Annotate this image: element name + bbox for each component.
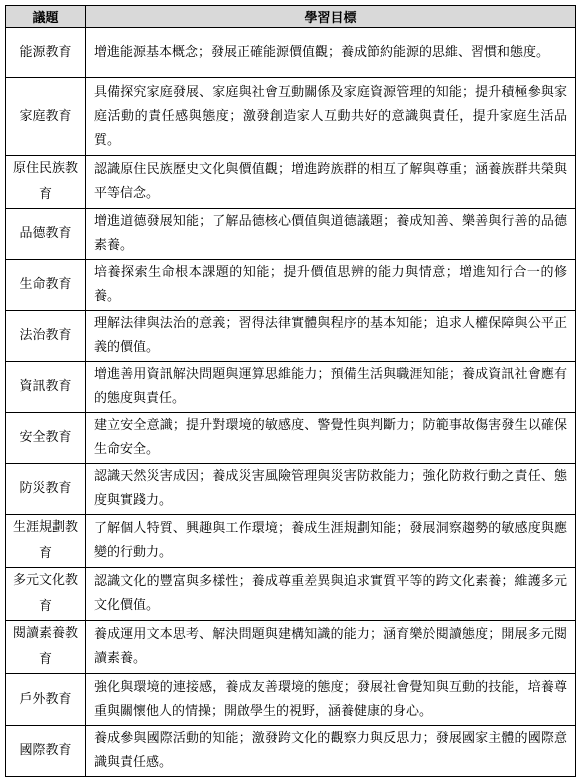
topic-cell: 能源教育 xyxy=(6,28,86,78)
table-row xyxy=(6,260,576,311)
topic-cell: 多元文化教育 xyxy=(6,568,86,621)
topic-cell: 安全教育 xyxy=(6,413,86,464)
goal-cell: 認識天然災害成因；養成災害風險管理與災害防救能力；強化防救行動之責任、態度與實踐力。 xyxy=(86,464,576,515)
goal-cell: 增進道德發展知能；了解品德核心價值與道德議題；養成知善、樂善與行善的品德素養。 xyxy=(86,209,576,260)
table-container xyxy=(5,5,576,777)
topic-cell: 閱讀素養教育 xyxy=(6,621,86,674)
goal-cell: 養成參與國際活動的知能；激發跨文化的觀察力與反思力；發展國家主體的國際意識與責任感。 xyxy=(86,726,576,777)
goal-cell: 認識文化的豐富與多樣性；養成尊重差異與追求實質平等的跨文化素養；維護多元文化價值。 xyxy=(86,568,576,621)
table-row xyxy=(6,28,576,78)
table-row xyxy=(6,362,576,413)
goal-cell: 養成運用文本思考、解決問題與建構知識的能力；涵育樂於閱讀態度；開展多元閱讀素養。 xyxy=(86,621,576,674)
topic-cell: 資訊教育 xyxy=(6,362,86,413)
topic-cell: 法治教育 xyxy=(6,311,86,362)
topic-cell: 家庭教育 xyxy=(6,78,86,156)
table-row xyxy=(6,311,576,362)
header-topic: 議題 xyxy=(6,6,86,28)
table-row xyxy=(6,156,576,209)
table-row xyxy=(6,674,576,726)
header-goal: 學習目標 xyxy=(86,6,576,28)
table-row xyxy=(6,413,576,464)
table-row xyxy=(6,726,576,777)
topic-cell: 品德教育 xyxy=(6,209,86,260)
topic-cell: 原住民族教育 xyxy=(6,156,86,209)
table-row xyxy=(6,515,576,568)
goal-cell: 強化與環境的連接感，養成友善環境的態度；發展社會覺知與互動的技能，培養尊重與關懷他人的情操；開啟學生的視野，涵養健康的身心。 xyxy=(86,674,576,726)
table-row xyxy=(6,209,576,260)
topic-cell: 生命教育 xyxy=(6,260,86,311)
goal-cell: 增進能源基本概念；發展正確能源價值觀；養成節約能源的思維、習慣和態度。 xyxy=(86,28,576,78)
topic-cell: 戶外教育 xyxy=(6,674,86,726)
table-row xyxy=(6,78,576,156)
goal-cell: 認識原住民族歷史文化與價值觀；增進跨族群的相互了解與尊重；涵養族群共榮與平等信念。 xyxy=(86,156,576,209)
goal-cell: 建立安全意識；提升對環境的敏感度、警覺性與判斷力；防範事故傷害發生以確保生命安全。 xyxy=(86,413,576,464)
table-row xyxy=(6,464,576,515)
goal-cell: 增進善用資訊解決問題與運算思維能力；預備生活與職涯知能；養成資訊社會應有的態度與責任。 xyxy=(86,362,576,413)
topic-cell: 生涯規劃教育 xyxy=(6,515,86,568)
goal-cell: 了解個人特質、興趣與工作環境；養成生涯規劃知能；發展洞察趨勢的敏感度與應變的行動力。 xyxy=(86,515,576,568)
goal-cell: 培養探索生命根本課題的知能；提升價值思辨的能力與情意；增進知行合一的修養。 xyxy=(86,260,576,311)
topic-cell: 防災教育 xyxy=(6,464,86,515)
table-row xyxy=(6,621,576,674)
header-row xyxy=(6,6,576,28)
goal-cell: 具備探究家庭發展、家庭與社會互動關係及家庭資源管理的知能；提升積極參與家庭活動的責任感與態度；激發創造家人互動共好的意識與責任，提升家庭生活品質。 xyxy=(86,78,576,156)
table-row xyxy=(6,568,576,621)
learning-goals-table xyxy=(5,5,576,777)
goal-cell: 理解法律與法治的意義；習得法律實體與程序的基本知能；追求人權保障與公平正義的價值。 xyxy=(86,311,576,362)
topic-cell: 國際教育 xyxy=(6,726,86,777)
